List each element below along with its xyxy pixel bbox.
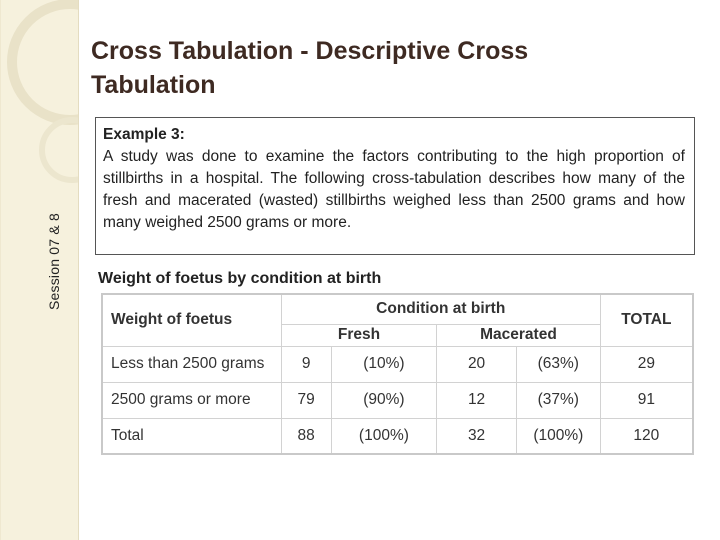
decorative-circles (0, 0, 78, 540)
macerated-count: 12 (437, 382, 517, 418)
fresh-count: 88 (281, 418, 331, 454)
row-total: 120 (600, 418, 693, 454)
fresh-count: 9 (281, 346, 331, 382)
macerated-count: 20 (437, 346, 517, 382)
slide-title: Cross Tabulation - Descriptive Cross Tabulation (91, 37, 529, 99)
fresh-percent: (100%) (331, 418, 437, 454)
header-total: TOTAL (600, 294, 693, 346)
row-label: 2500 grams or more (102, 382, 281, 418)
row-total: 91 (600, 382, 693, 418)
table-row (102, 382, 693, 418)
fresh-percent: (10%) (331, 346, 437, 382)
table-caption: Weight of foetus by condition at birth (98, 270, 382, 287)
example-heading: Example 3: (103, 126, 185, 143)
table-row (102, 418, 693, 454)
header-condition: Condition at birth (281, 294, 600, 324)
macerated-count: 32 (437, 418, 517, 454)
row-total: 29 (600, 346, 693, 382)
example-box (95, 117, 695, 255)
fresh-percent: (90%) (331, 382, 437, 418)
header-macerated: Macerated (437, 324, 600, 346)
macerated-percent: (37%) (516, 382, 600, 418)
cross-tab-table (101, 293, 694, 455)
row-label: Less than 2500 grams (102, 346, 281, 382)
macerated-percent: (63%) (516, 346, 600, 382)
macerated-percent: (100%) (516, 418, 600, 454)
table-row (102, 346, 693, 382)
row-label: Total (102, 418, 281, 454)
header-weight: Weight of foetus (102, 294, 281, 346)
sidebar (0, 0, 79, 540)
fresh-count: 79 (281, 382, 331, 418)
header-fresh: Fresh (281, 324, 436, 346)
session-label: Session 07 & 8 (46, 213, 62, 310)
example-text: A study was done to examine the factors contributing to the high proportion of stillbirths in a hospital. The following cross-tabulation describes how many of the fresh and macerated (wasted) stillbirths weighed less than 2500 grams and how many weighed 2500 grams or more. (103, 148, 685, 231)
